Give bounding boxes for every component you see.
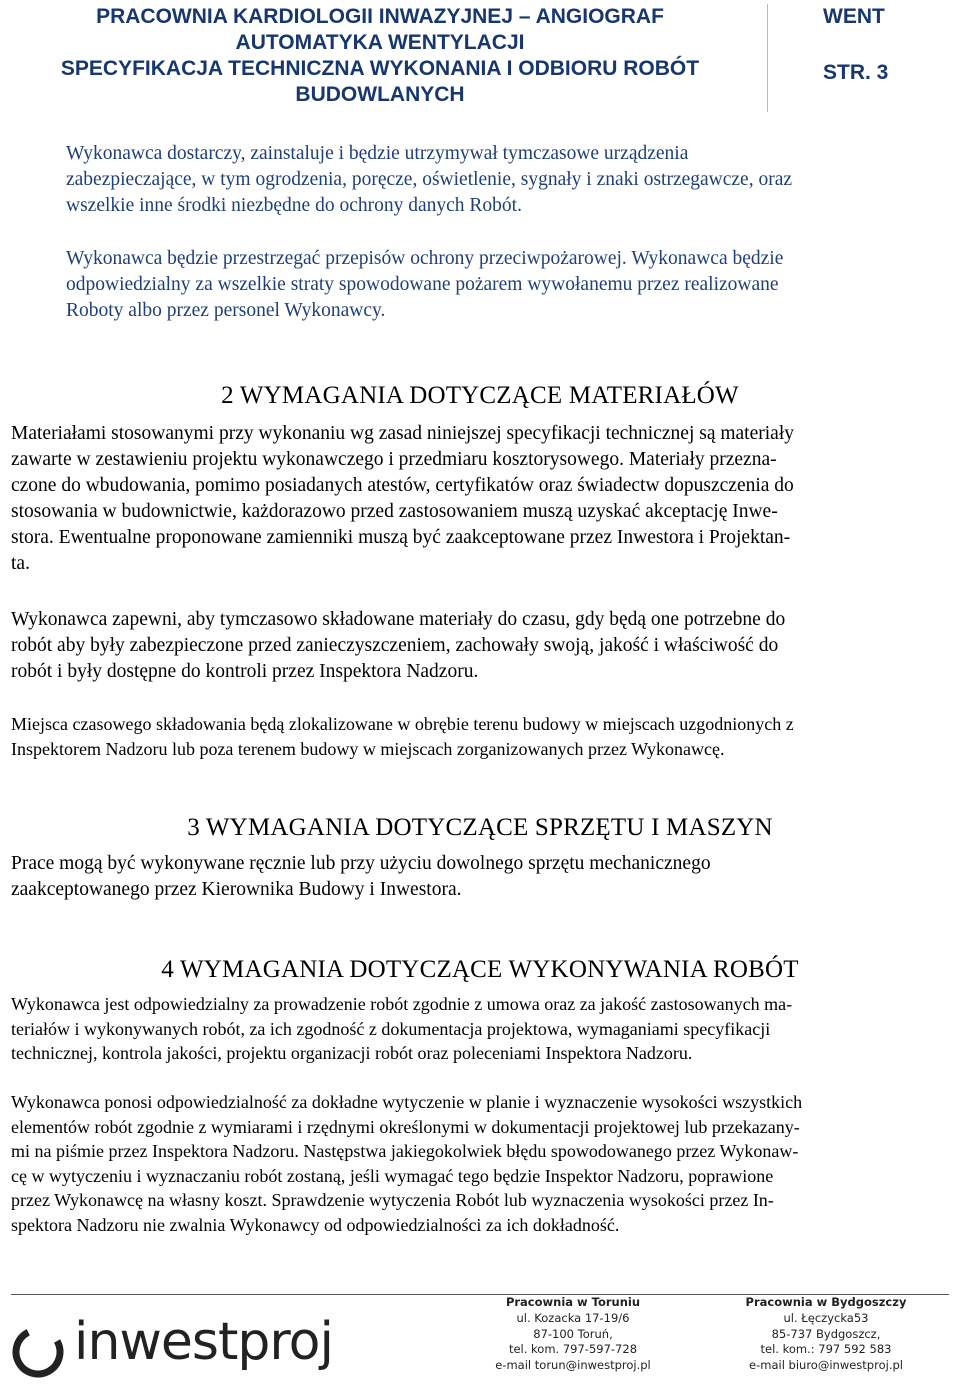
text-line: Materiałami stosowanymi przy wykonaniu wg zasad niniejszej specyfikacji technicznej są materiały bbox=[11, 423, 794, 444]
header-divider bbox=[767, 4, 768, 112]
text-line: Wykonawca będzie przestrzegać przepisów ochrony przeciwpożarowej. Wykonawca będzie bbox=[66, 248, 784, 269]
section-number: 3 bbox=[187, 814, 200, 841]
office-name: Pracownia w Toruniu bbox=[505, 1295, 641, 1309]
text-line: odpowiedzialny za wszelkie straty spowodowane pożarem wywołanemu przez realizowane bbox=[66, 274, 779, 295]
page-number: STR. 3 bbox=[823, 61, 889, 84]
text-line: mi na piśmie przez Inspektora Nadzoru. Następstwa jakiegokolwiek błędu spowodowanego przez Wykonaw- bbox=[11, 1141, 799, 1161]
office-line: ul. Łęczycka53 bbox=[783, 1310, 869, 1325]
section-number: 4 bbox=[161, 956, 174, 983]
text-line: zabezpieczające, w tym ogrodzenia, poręcze, oświetlenie, sygnały i znaki ostrzegawcze, oraz bbox=[66, 169, 793, 190]
text-line: Prace mogą być wykonywane ręcznie lub przy użyciu dowolnego sprzętu mechanicznego bbox=[11, 853, 711, 874]
text-line: robót aby były zabezpieczone przed zanieczyszczeniem, zachowały swoją, jakość i właściwość do bbox=[11, 635, 779, 656]
section-heading-4 bbox=[0, 955, 960, 985]
text-line: wszelkie inne środki niezbędne do ochrony danych Robót. bbox=[66, 195, 522, 216]
section-title: WYMAGANIA DOTYCZĄCE SPRZĘTU I MASZYN bbox=[205, 814, 773, 841]
text-line: Wykonawca zapewni, aby tymczasowo składowane materiały do czasu, gdy będą one potrzebne do bbox=[11, 609, 786, 630]
text-line: przez Wykonawcę na własny koszt. Sprawdzenie wytyczenia Robót lub wyznaczenia wysokości przez In- bbox=[11, 1190, 774, 1210]
title-line: AUTOMATYKA WENTYLACJI bbox=[235, 31, 525, 54]
office-bydgoszcz bbox=[716, 1295, 936, 1374]
text-line: Inspektorem Nadzoru lub poza terenem budowy w miejscach zorganizowanych przez Wykonawcę. bbox=[11, 738, 725, 759]
office-name: Pracownia w Bydgoszczy bbox=[745, 1295, 907, 1309]
text-line: Miejsca czasowego składowania będą zlokalizowane w obrębie terenu budowy w miejscach uzgodnionych z bbox=[11, 714, 794, 734]
text-line: robót i były dostępne do kontroli przez Inspektora Nadzoru. bbox=[11, 661, 479, 682]
text-line: stora. Ewentualne proponowane zamienniki muszą być zaakceptowane przez Inwestora i Projektan- bbox=[11, 527, 791, 548]
text-line: ta. bbox=[11, 553, 30, 574]
document-code: WENT bbox=[823, 5, 885, 28]
company-logo bbox=[11, 1312, 359, 1382]
office-torun bbox=[463, 1295, 683, 1374]
section2-paragraph-2 bbox=[11, 607, 785, 685]
title-line: BUDOWLANYCH bbox=[295, 83, 465, 106]
document-title bbox=[0, 4, 760, 108]
section-title: WYMAGANIA DOTYCZĄCE WYKONYWANIA ROBÓT bbox=[179, 956, 799, 983]
section-heading-2 bbox=[0, 381, 960, 411]
text-line: Roboty albo przez personel Wykonawcy. bbox=[66, 300, 386, 321]
text-line: Wykonawca dostarczy, zainstaluje i będzie utrzymywał tymczasowe urządzenia bbox=[66, 143, 689, 164]
office-line: e-mail biuro@inwestproj.pl bbox=[749, 1358, 903, 1373]
title-line: SPECYFIKACJA TECHNICZNA WYKONANIA I ODBIORU ROBÓT bbox=[60, 57, 700, 80]
section3-paragraph-1 bbox=[11, 851, 711, 903]
section4-paragraph-2 bbox=[11, 1090, 802, 1237]
logo-wordmark: inwestproj bbox=[74, 1312, 333, 1372]
office-line: tel. kom. 797-597-728 bbox=[508, 1342, 638, 1357]
text-line: teriałów i wykonywanych robót, za ich zgodność z dokumentacja projektowa, wymaganiami specyfikacji bbox=[11, 1018, 771, 1039]
section-number: 2 bbox=[221, 382, 234, 409]
text-line: zawarte w zestawieniu projektu wykonawczego i przedmiaru kosztorysowego. Materiały przezna- bbox=[11, 449, 777, 470]
office-line: 85-737 Bydgoszcz, bbox=[771, 1326, 881, 1341]
text-line: spektora Nadzoru nie zwalnia Wykonawcy od odpowiedzialności za ich dokładność. bbox=[11, 1214, 620, 1235]
text-line: czone do wbudowania, pomimo posiadanych atestów, certyfikatów oraz świadectw dopuszczenia do bbox=[11, 475, 794, 496]
title-line: PRACOWNIA KARDIOLOGII INWAZYJNEJ – ANGIOGRAF bbox=[96, 5, 664, 28]
logo-mark-icon bbox=[11, 1322, 67, 1382]
section4-paragraph-1 bbox=[11, 992, 792, 1066]
text-line: stosowania w budownictwie, każdorazowo przed zastosowaniem muszą uzyskać akceptację Inwe- bbox=[11, 501, 778, 522]
section-heading-3 bbox=[0, 813, 960, 843]
header-meta bbox=[823, 4, 889, 84]
text-line: technicznej, kontrola jakości, projektu organizacji robót oraz poleceniami Inspektora Nadzoru. bbox=[11, 1043, 693, 1063]
text-line: zaakceptowanego przez Kierownika Budowy i Inwestora. bbox=[11, 879, 462, 900]
intro-paragraph-2 bbox=[66, 246, 783, 324]
text-line: elementów robót zgodnie z wymiarami i rzędnymi określonymi w dokumentacji projektowej lub przekazany- bbox=[11, 1116, 800, 1137]
text-line: Wykonawca jest odpowiedzialny za prowadzenie robót zgodnie z umowa oraz za jakość zastosowanych ma- bbox=[11, 994, 793, 1014]
intro-paragraph-1 bbox=[66, 141, 792, 219]
office-line: tel. kom.: 797 592 583 bbox=[760, 1342, 892, 1357]
section2-paragraph-1 bbox=[11, 421, 794, 577]
office-line: e-mail torun@inwestproj.pl bbox=[495, 1358, 651, 1373]
text-line: cę w wytyczeniu i wyznaczaniu robót zostaną, jeśli wymagać tego będzie Inspektor Nadzoru, poprawione bbox=[11, 1165, 774, 1186]
office-line: 87-100 Toruń, bbox=[533, 1326, 613, 1341]
office-line: ul. Kozacka 17-19/6 bbox=[516, 1310, 630, 1325]
section-title: WYMAGANIA DOTYCZĄCE MATERIAŁÓW bbox=[239, 382, 739, 409]
section2-paragraph-3 bbox=[11, 712, 794, 761]
text-line: Wykonawca ponosi odpowiedzialność za dokładne wytyczenie w planie i wyznaczenie wysokości wszystkich bbox=[11, 1092, 803, 1112]
